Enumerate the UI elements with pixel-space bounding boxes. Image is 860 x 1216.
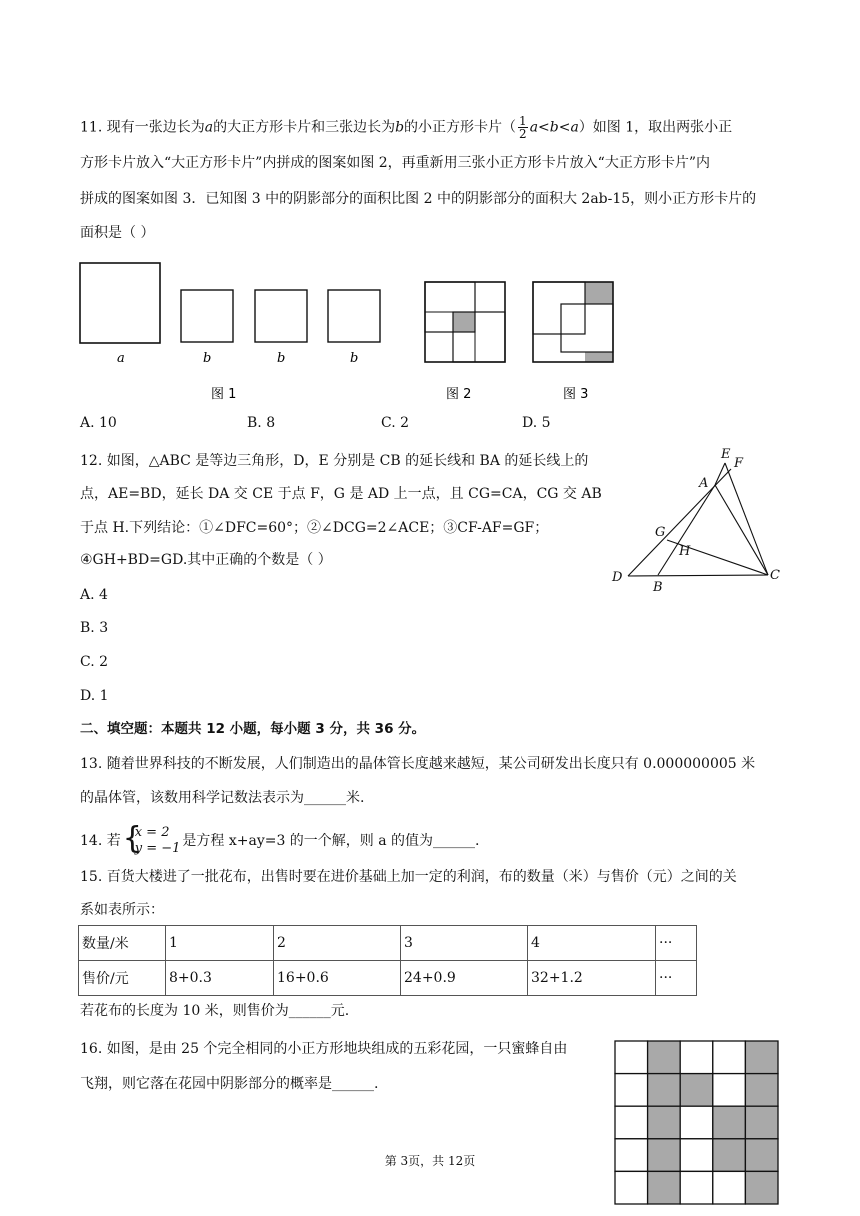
q13-line2: 的晶体管，该数用科学记数法表示为______米.: [80, 790, 365, 806]
fig1-small-square-1: [181, 290, 233, 342]
fig1-label-b1: b: [203, 351, 212, 366]
fig2: [425, 282, 505, 362]
fig3: [533, 282, 613, 362]
point-f: F: [734, 456, 744, 471]
fig3-caption: 图 3: [563, 387, 589, 402]
q11-option-b: B. 8: [247, 415, 276, 431]
q12-line2: 点，AE=BD，延长 DA 交 CE 于点 F，G 是 AD 上一点，且 CG=CA，CG 交 AB: [80, 486, 602, 502]
table-cell: 3: [401, 926, 528, 961]
q13-line1: 13. 随着世界科技的不断发展，人们制造出的晶体管长度越来越短，某公司研发出长度只有 0.000000005 米: [80, 756, 756, 772]
fig1-label-a: a: [117, 351, 125, 366]
q15-after: 若花布的长度为 10 米，则售价为______元.: [80, 1003, 350, 1019]
q11-option-c: C. 2: [381, 415, 410, 431]
grid-cell-shaded: [648, 1171, 681, 1204]
table-cell: 1: [166, 926, 274, 961]
table-cell: 4: [528, 926, 656, 961]
q11-option-d: D. 5: [522, 415, 551, 431]
table-cell: 2: [274, 926, 401, 961]
fig1-label-b2: b: [277, 351, 286, 366]
q16-line2: 飞翔，则它落在花园中阴影部分的概率是______.: [80, 1076, 379, 1092]
grid-cell: [713, 1171, 746, 1204]
q12-triangle-figure: [605, 445, 795, 595]
point-g: G: [655, 525, 666, 540]
point-c: C: [770, 568, 780, 583]
grid-cell: [615, 1171, 648, 1204]
fig1-small-square-2: [255, 290, 307, 342]
page-footer: 第 3页，共 12页: [384, 1154, 476, 1168]
fraction-half: $\frac{1}{2}$: [519, 114, 527, 141]
table-cell: 24+0.9: [401, 961, 528, 996]
grid-cell: [615, 1041, 648, 1074]
grid-cell-shaded: [680, 1074, 713, 1107]
q16-line1: 16. 如图，是由 25 个完全相同的小正方形地块组成的五彩花园，一只蜜蜂自由: [80, 1041, 568, 1057]
fig1-big-square: [80, 263, 160, 343]
equation-system: { x = 2 y = −1: [122, 821, 181, 856]
fig1-caption: 图 1: [211, 387, 237, 402]
table-cell: ···: [656, 961, 697, 996]
q12-line3: 于点 H.下列结论：①∠DFC=60°；②∠DCG=2∠ACE；③CF-AF=GF；: [80, 520, 549, 536]
q12-line1: 12. 如图，△ABC 是等边三角形，D，E 分别是 CB 的延长线和 BA 的延长线上的: [80, 453, 589, 469]
grid-cell-shaded: [745, 1041, 778, 1074]
table-cell: 8+0.3: [166, 961, 274, 996]
grid-cell-shaded: [745, 1106, 778, 1139]
q12-option-d: D. 1: [80, 688, 109, 704]
point-b: B: [653, 580, 663, 595]
grid-cell: [713, 1041, 746, 1074]
grid-cell: [680, 1106, 713, 1139]
q11-line1: 11. 现有一张边长为a的大正方形卡片和三张边长为b的小正方形卡片（ $\frac{1}{2}$ a<b<a）如图 1，取出两张小正: [80, 114, 733, 141]
q11-line3: 拼成的图案如图 3．已知图 3 中的阴影部分的面积比图 2 中的阴影部分的面积大 2ab-15，则小正方形卡片的: [80, 191, 757, 207]
table-cell: 16+0.6: [274, 961, 401, 996]
section-2-heading: 二、填空题：本题共 12 小题，每小题 3 分，共 36 分。: [80, 721, 426, 737]
grid-cell-shaded: [745, 1074, 778, 1107]
q12-line4: ④GH+BD=GD.其中正确的个数是（ ）: [80, 552, 332, 568]
table-cell: 售价/元: [79, 961, 166, 996]
q15-line1: 15. 百货大楼进了一批花布，出售时要在进价基础上加一定的利润，布的数量（米）与售价（元）之间的关: [80, 869, 737, 885]
fig2-caption: 图 2: [446, 387, 472, 402]
fig1-small-square-3: [328, 290, 380, 342]
table-cell: ···: [656, 926, 697, 961]
point-d: D: [612, 570, 623, 585]
grid-cell-shaded: [745, 1171, 778, 1204]
table-row: [79, 961, 697, 996]
grid-cell: [680, 1041, 713, 1074]
grid-cell-shaded: [713, 1106, 746, 1139]
fig1-label-b3: b: [350, 351, 359, 366]
q16-garden-grid: [614, 1040, 780, 1208]
q15-price-table: [78, 925, 697, 996]
grid-cell: [615, 1074, 648, 1107]
point-e: E: [721, 447, 731, 462]
grid-cell: [713, 1074, 746, 1107]
table-row: [79, 926, 697, 961]
grid-cell: [615, 1106, 648, 1139]
q15-line2: 系如表所示：: [80, 902, 164, 918]
q11-line4: 面积是（ ）: [80, 225, 155, 241]
q11-line2: 方形卡片放入“大正方形卡片”内拼成的图案如图 2，再重新用三张小正方形卡片放入“大正方形卡片”内: [80, 155, 710, 171]
table-cell: 数量/米: [79, 926, 166, 961]
q11-figures: [75, 258, 795, 406]
grid-cell-shaded: [648, 1041, 681, 1074]
q14-line: 14. 若 { x = 2 y = −1 是方程 x+ay=3 的一个解，则 a 的值为______.: [80, 821, 480, 856]
point-a: A: [699, 476, 709, 491]
q12-option-c: C. 2: [80, 654, 109, 670]
grid-cell: [680, 1171, 713, 1204]
table-cell: 32+1.2: [528, 961, 656, 996]
q12-option-a: A. 4: [80, 587, 108, 603]
point-h: H: [679, 544, 691, 559]
q11-option-a: A. 10: [80, 415, 117, 431]
q12-option-b: B. 3: [80, 620, 109, 636]
grid-cell-shaded: [648, 1074, 681, 1107]
grid-cell-shaded: [648, 1106, 681, 1139]
